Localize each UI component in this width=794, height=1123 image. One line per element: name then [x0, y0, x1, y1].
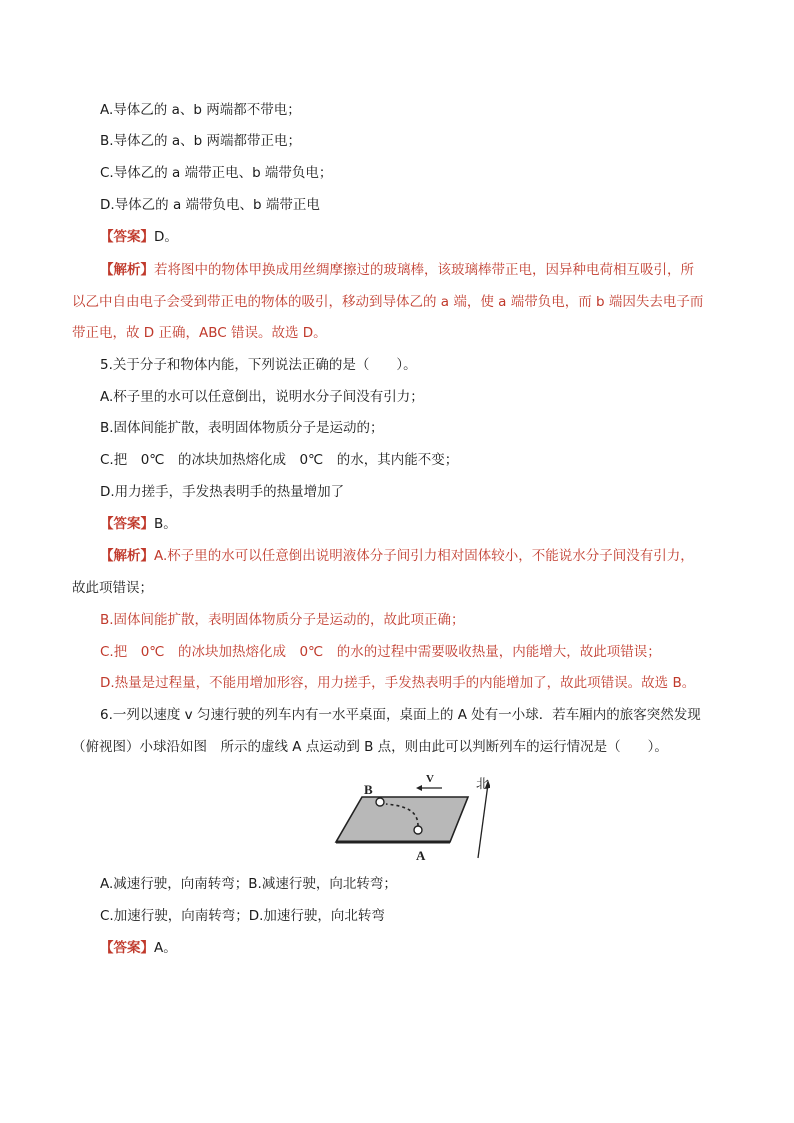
- q5-analysis-c: C.把 0℃ 的冰块加热熔化成 0℃ 的水的过程中需要吸收热量，内能增大，故此项错误；: [100, 644, 661, 660]
- q6-stem-line-1: 6.一列以速度 v 匀速行驶的列车内有一水平桌面，桌面上的 A 处有一小球．若车厢内的旅客突然发现: [100, 707, 701, 723]
- q5-option-a: A.杯子里的水可以任意倒出，说明水分子间没有引力；: [100, 389, 424, 405]
- analysis-tag: 【解析】: [100, 548, 154, 564]
- q6-figure: [330, 762, 490, 862]
- q5-option-c: C.把 0℃ 的冰块加热熔化成 0℃ 的水，其内能不变；: [100, 452, 459, 468]
- q4-option-b: B.导体乙的 a、b 两端都带正电；: [100, 133, 301, 149]
- ball-a: [414, 826, 422, 834]
- q4-option-c: C.导体乙的 a 端带正电、b 端带负电；: [100, 165, 333, 181]
- q4-analysis-line-3: 带正电，故 D 正确，ABC 错误。故选 D。: [72, 325, 327, 341]
- q5-option-b: B.固体间能扩散，表明固体物质分子是运动的；: [100, 420, 384, 436]
- q5-analysis-d: D.热量是过程量，不能用增加形容，用力搓手，手发热表明手的内能增加了，故此项错误。故选 B。: [100, 675, 696, 691]
- q5-analysis-b: B.固体间能扩散，表明固体物质分子是运动的，故此项正确；: [100, 612, 465, 628]
- q5-option-d: D.用力搓手，手发热表明手的热量增加了: [100, 484, 345, 500]
- q5-answer: [100, 514, 177, 534]
- q4-analysis-line-2: 以乙中自由电子会受到带正电的物体的吸引，移动到导体乙的 a 端，使 a 端带负电，而 b 端因失去电子而: [72, 294, 704, 310]
- q5-stem: 5.关于分子和物体内能，下列说法正确的是（ ）。: [100, 357, 417, 373]
- tabletop-diagram: [330, 762, 490, 862]
- analysis-tag: 【解析】: [100, 262, 154, 278]
- q6-options-ab: A.减速行驶，向南转弯；B.减速行驶，向北转弯；: [100, 876, 397, 892]
- q5-analysis-a-line-2: 故此项错误；: [72, 580, 153, 596]
- q4-option-d: D.导体乙的 a 端带负电、b 端带正电: [100, 197, 320, 213]
- analysis-text: A.杯子里的水可以任意倒出说明液体分子间引力相对固体较小，不能说水分子间没有引力，: [154, 548, 694, 564]
- q6-answer: [100, 938, 177, 958]
- q4-option-a: A.导体乙的 a、b 两端都不带电；: [100, 102, 301, 118]
- q6-stem-line-2: （俯视图）小球沿如图 所示的虚线 A 点运动到 B 点，则由此可以判断列车的运行情况是（ ）。: [72, 739, 668, 755]
- q4-answer: [100, 227, 178, 247]
- label-a: A: [416, 848, 426, 862]
- label-north: 北: [476, 777, 490, 792]
- q5-analysis-a-line-1: [100, 546, 694, 566]
- ball-b: [376, 798, 384, 806]
- answer-text: D。: [154, 229, 178, 245]
- answer-text: A。: [154, 940, 177, 956]
- answer-text: B。: [154, 516, 177, 532]
- label-b: B: [364, 782, 373, 797]
- table-surface: [336, 797, 468, 842]
- answer-tag: 【答案】: [100, 940, 154, 956]
- velocity-arrowhead: [416, 785, 422, 791]
- answer-tag: 【答案】: [100, 229, 154, 245]
- analysis-text: 若将图中的物体甲换成用丝绸摩擦过的玻璃棒，该玻璃棒带正电，因异种电荷相互吸引，所: [154, 262, 694, 278]
- answer-tag: 【答案】: [100, 516, 154, 532]
- label-v: V: [426, 773, 434, 785]
- q6-options-cd: C.加速行驶，向南转弯；D.加速行驶，向北转弯: [100, 908, 385, 924]
- north-arrow: [478, 784, 488, 858]
- q4-analysis-line-1: [100, 260, 694, 280]
